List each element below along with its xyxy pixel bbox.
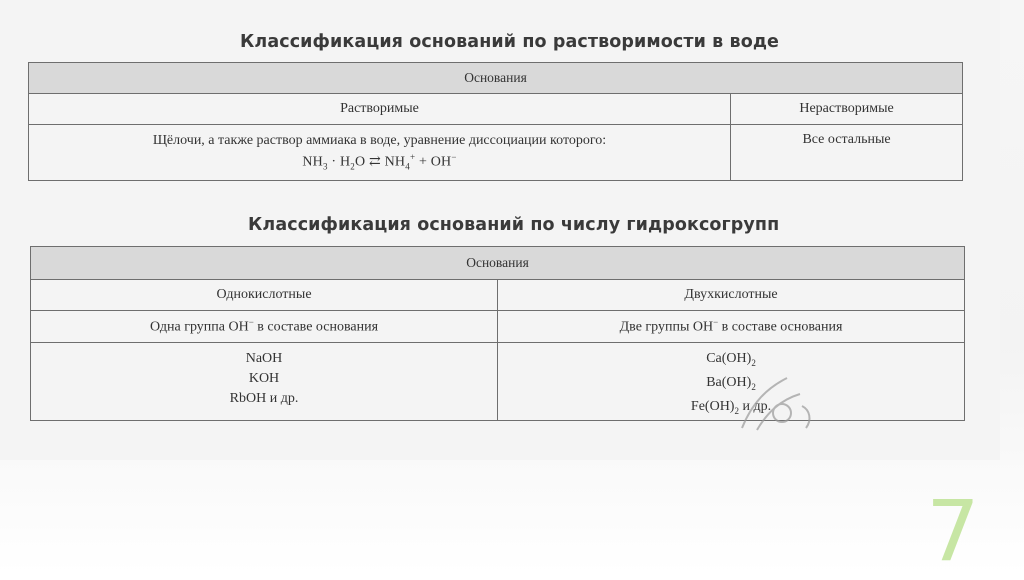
- column-header-diacidic: Двухкислотные: [498, 280, 965, 311]
- list-item: $Ca(OH)_2$: [706, 351, 756, 368]
- column-header-monoacidic: Однокислотные: [31, 280, 498, 311]
- list-item: $Ba(OH)_2$: [706, 374, 756, 392]
- equilibrium-arrow-icon: ⇄: [368, 154, 381, 170]
- column-header-soluble: Растворимые: [29, 94, 731, 125]
- monoacidic-description: Одна группа OH− в составе основания: [31, 311, 498, 343]
- list-item: KOH: [248, 371, 280, 386]
- ammonia-dissociation-equation: $NH_3 \cdot H_2O$ ⇄ $NH_4^+ + OH^-$: [302, 152, 457, 172]
- soluble-description: Щёлочи, а также раствор аммиака в воде, уравнение диссоциации которого:: [152, 133, 607, 148]
- list-item: RbOH и др.: [229, 391, 299, 406]
- list-item: $Fe(OH)_2$ и др.: [690, 398, 772, 416]
- soluble-cell: [29, 125, 731, 181]
- column-header-insoluble: Нерастворимые: [731, 94, 963, 125]
- hydroxo-groups-table: [30, 246, 965, 421]
- table-header: Основания: [29, 63, 963, 94]
- table-header: Основания: [31, 247, 965, 280]
- diacidic-description: Две группы OH− в составе основания: [498, 311, 965, 343]
- section-title-solubility: Классификация оснований по растворимости в воде: [240, 32, 780, 52]
- insoluble-cell: Все остальные: [731, 125, 963, 181]
- section-title-hydroxo-groups: Классификация оснований по числу гидроксогрупп: [248, 215, 780, 235]
- monoacidic-examples: [31, 343, 498, 421]
- solubility-table: [28, 62, 963, 181]
- watermark-stamp-icon: [712, 358, 822, 438]
- slide-number: 7: [926, 482, 980, 580]
- list-item: NaOH: [245, 351, 283, 366]
